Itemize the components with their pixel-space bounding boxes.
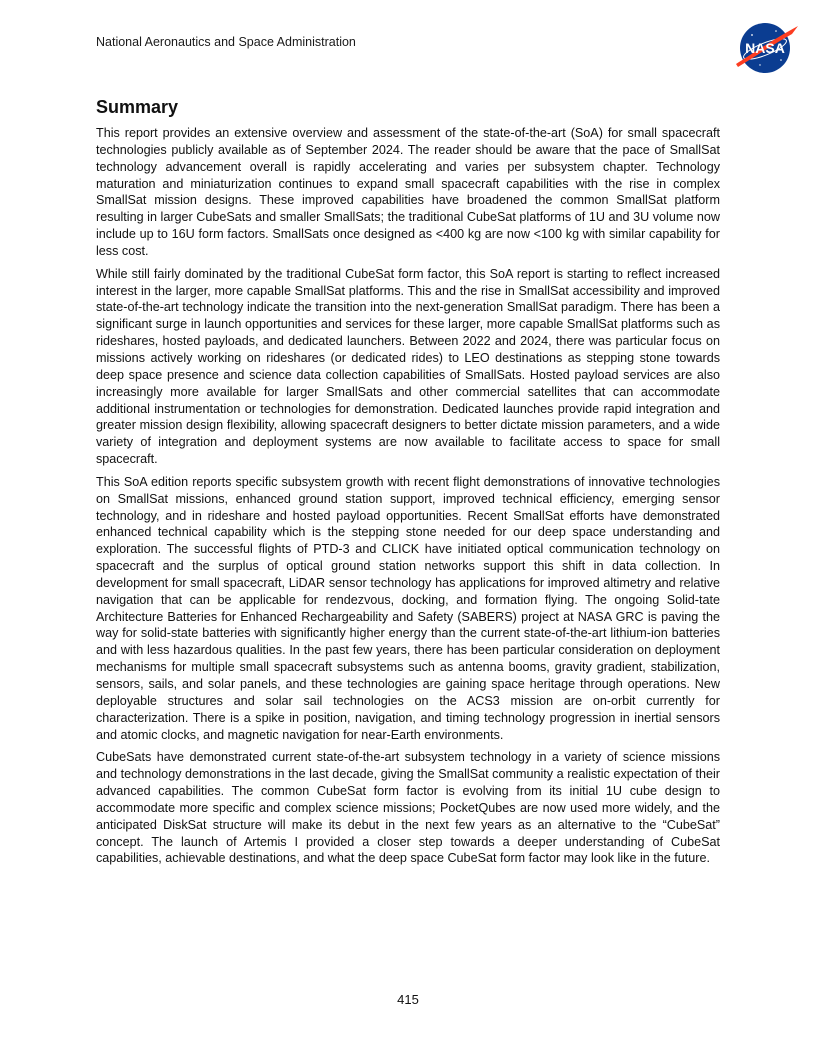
- body-text: [96, 125, 720, 873]
- paragraph: CubeSats have demonstrated current state-of-the-art subsystem technology in a variety of science missions and technology demonstrations in the last decade, giving the SmallSat community a realistic expectation of their advanced capabilities. The common CubeSat form factor is evolving from its initial 1U cube design to accommodate more specific and complex science missions; PocketQubes are now used more widely, and the anticipated DiskSat structure will make its debut in the next few years as an alternative to the “CubeSat” concept. The launch of Artemis I provided a closer step towards a deeper understanding of CubeSat capabilities, achievable destinations, and what the deep space CubeSat form factor may look like in the future.: [96, 750, 720, 866]
- header-organization: National Aeronautics and Space Administration: [96, 35, 356, 49]
- paragraph: This SoA edition reports specific subsystem growth with recent flight demonstrations of innovative technologies on SmallSat missions, enhanced ground station support, improved technical efficiency, emerging sensor technology, and in rideshare and hosted payload opportunities. Recent SmallSat efforts have demonstrated enhanced technical capability which is the stepping stone needed for our deep space understanding and exploration. The successful flights of PTD-3 and CLICK have initiated optical communication technology on spacecraft and the surplus of optical ground station networks support this shift in data collection. In development for small spacecraft, LiDAR sensor technology has applications for improved altimetry and relative navigation that can be applicable for rendezvous, docking, and formation flying. The ongoing Solid-tate Architecture Batteries for Enhanced Rechargeability and Safety (SABERS) project at NASA GRC is paving the way for solid-state batteries with significantly higher energy than the current state-of-the-art lithium-ion batteries and with less hazardous qualities. In the past few years, there has been particular consideration on deployment mechanisms for multiple small spacecraft subsystems such as antenna booms, gravity gradient, stabilization, sensors, sails, and solar panels, and these technologies are gaining space heritage through operations. New deployable structures and solar sail technologies on the ACS3 mission are on-orbit currently for characterization. There is a spike in position, navigation, and timing technology progression in inertial sensors and atomic clocks, and magnetic navigation for near-Earth environments.: [96, 474, 720, 742]
- nasa-meatball-icon: [730, 20, 800, 76]
- paragraph: While still fairly dominated by the traditional CubeSat form factor, this SoA report is starting to reflect increased interest in the larger, more capable SmallSat platforms. This and the rise in SmallSat accessibility and improved state-of-the-art technology indicate the transition into the next-generation SmallSat paradigm. There has been a significant surge in launch opportunities and services for these larger, more capable SmallSat platforms such as rideshares, hosted payloads, and dedicated launchers. Between 2022 and 2024, there was particular focus on missions actively working on rideshares (or dedicated rides) to LEO destinations as stepping stone towards deep space presence and science data collection capabilities of SmallSats. Hosted payload services are also increasingly more available for larger SmallSats and other commercial satellites that can accommodate additional instrumentation or technologies for demonstration. Dedicated launches provide rapid integration and greater mission design flexibility, allowing spacecraft designers to better dictate mission parameters, and a wide variety of integration and deployment systems are now available to facilitate access to space for small spacecraft.: [96, 266, 720, 467]
- section-title: Summary: [96, 97, 179, 117]
- paragraph: This report provides an extensive overview and assessment of the state-of-the-art (SoA) for small spacecraft technologies publicly available as of September 2024. The reader should be aware that the pace of SmallSat technology advancement overall is rapidly accelerating and varies per subsystem chapter. Technology maturation and miniaturization continues to expand small spacecraft capabilities with the rise in complex SmallSat mission designs. These improved capabilities have broadened the common SmallSat platform resulting in larger CubeSats and smaller SmallSats; the traditional CubeSat platforms of 1U and 3U volume now include up to 16U form factors. SmallSats once designed as <400 kg are now <100 kg with similar capability for less cost.: [96, 126, 720, 258]
- nasa-logo-text: NASA: [745, 40, 785, 56]
- page-number: 415: [397, 992, 419, 1007]
